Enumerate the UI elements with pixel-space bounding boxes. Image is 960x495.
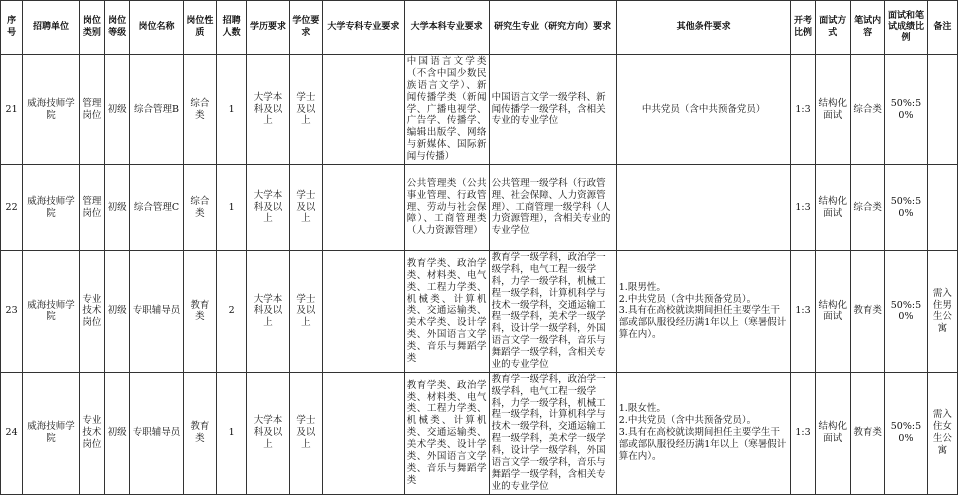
cell-post-category: 专业技术岗位 — [79, 372, 104, 494]
header-remarks: 备注 — [927, 1, 957, 55]
cell-junior-college-major — [323, 251, 405, 373]
header-junior-college-major: 大学专科专业要求 — [323, 1, 405, 55]
cell-headcount: 2 — [217, 251, 247, 373]
header-post-category: 岗位类别 — [79, 1, 104, 55]
cell-post-level: 初级 — [104, 165, 129, 251]
cell-post-level: 初级 — [104, 372, 129, 494]
header-other-conditions: 其他条件要求 — [616, 1, 791, 55]
cell-degree: 学士及以上 — [289, 251, 322, 373]
cell-education: 大学本科及以上 — [247, 251, 289, 373]
header-interview-method: 面试方式 — [815, 1, 850, 55]
cell-post-category: 专业技术岗位 — [79, 251, 104, 373]
cell-post-name: 专职辅导员 — [130, 251, 184, 373]
cell-exam-ratio: 1:3 — [791, 55, 815, 165]
cell-seq: 24 — [1, 372, 23, 494]
cell-degree: 学士及以上 — [289, 55, 322, 165]
cell-written-content: 教育类 — [850, 372, 884, 494]
cell-interview-method: 结构化面试 — [815, 251, 850, 373]
header-education: 学历要求 — [247, 1, 289, 55]
cell-post-nature: 综合类 — [183, 165, 216, 251]
cell-score-weight: 50%:50% — [885, 372, 927, 494]
cell-degree: 学士及以上 — [289, 165, 322, 251]
cell-unit: 威海技师学院 — [23, 55, 80, 165]
cell-post-name: 综合管理B — [130, 55, 184, 165]
cell-interview-method: 结构化面试 — [815, 165, 850, 251]
cell-interview-method: 结构化面试 — [815, 55, 850, 165]
cell-other-conditions: 中共党员（含中共预备党员） — [616, 55, 791, 165]
header-headcount: 招聘人数 — [217, 1, 247, 55]
header-post-name: 岗位名称 — [130, 1, 184, 55]
header-graduate-major: 研究生专业（研究方向）要求 — [489, 1, 616, 55]
cell-interview-method: 结构化面试 — [815, 372, 850, 494]
cell-exam-ratio: 1:3 — [791, 251, 815, 373]
cell-headcount: 1 — [217, 165, 247, 251]
cell-seq: 21 — [1, 55, 23, 165]
cell-remarks: 需入住男生公寓 — [927, 251, 957, 373]
cell-degree: 学士及以上 — [289, 372, 322, 494]
cell-written-content: 综合类 — [850, 165, 884, 251]
cell-unit: 威海技师学院 — [23, 165, 80, 251]
cell-written-content: 教育类 — [850, 251, 884, 373]
cell-post-name: 综合管理C — [130, 165, 184, 251]
cell-post-nature: 教育类 — [183, 251, 216, 373]
cell-seq: 22 — [1, 165, 23, 251]
table-row — [1, 251, 958, 373]
cell-undergrad-major: 中国语言文学类（不含中国少数民族语言文学）、新闻传播学类（新闻学、广播电视学、广告学、传播学、编辑出版学、网络与新媒体、国际新闻与传播） — [404, 55, 489, 165]
cell-score-weight: 50%:50% — [885, 55, 927, 165]
cell-junior-college-major — [323, 372, 405, 494]
cell-undergrad-major: 教育学类、政治学类、材料类、电气类、工程力学类、机械类、计算机类、交通运输类、美术学类、设计学类、外国语言文学类、音乐与舞蹈学类 — [404, 372, 489, 494]
cell-exam-ratio: 1:3 — [791, 165, 815, 251]
table-row — [1, 372, 958, 494]
cell-post-nature: 综合类 — [183, 55, 216, 165]
header-post-level: 岗位等级 — [104, 1, 129, 55]
cell-headcount: 1 — [217, 372, 247, 494]
header-row — [1, 1, 958, 55]
header-post-nature: 岗位性质 — [183, 1, 216, 55]
cell-education: 大学本科及以上 — [247, 55, 289, 165]
cell-other-conditions: 1.限男性。 2.中共党员（含中共预备党员）。 3.具有在高校就读期间担任主要学生干部或部队服役经历满1年以上（寒暑假计算在内）。 — [616, 251, 791, 373]
cell-remarks — [927, 165, 957, 251]
header-unit: 招聘单位 — [23, 1, 80, 55]
header-seq: 序号 — [1, 1, 23, 55]
cell-score-weight: 50%:50% — [885, 251, 927, 373]
cell-education: 大学本科及以上 — [247, 372, 289, 494]
cell-remarks: 需入住女生公寓 — [927, 372, 957, 494]
cell-junior-college-major — [323, 55, 405, 165]
cell-other-conditions — [616, 165, 791, 251]
cell-exam-ratio: 1:3 — [791, 372, 815, 494]
header-score-weight: 面试和笔试成绩比例 — [885, 1, 927, 55]
cell-post-nature: 教育类 — [183, 372, 216, 494]
cell-seq: 23 — [1, 251, 23, 373]
cell-remarks — [927, 55, 957, 165]
cell-undergrad-major: 公共管理类（公共事业管理、行政管理、劳动与社会保障）、工商管理类（人力资源管理） — [404, 165, 489, 251]
cell-unit: 威海技师学院 — [23, 372, 80, 494]
cell-post-level: 初级 — [104, 55, 129, 165]
cell-other-conditions: 1.限女性。 2.中共党员（含中共预备党员）。 3.具有在高校就读期间担任主要学生干部或部队服役经历满1年以上（寒暑假计算在内）。 — [616, 372, 791, 494]
cell-post-level: 初级 — [104, 251, 129, 373]
cell-post-category: 管理岗位 — [79, 55, 104, 165]
header-written-content: 笔试内容 — [850, 1, 884, 55]
header-degree: 学位要求 — [289, 1, 322, 55]
cell-score-weight: 50%:50% — [885, 165, 927, 251]
cell-unit: 威海技师学院 — [23, 251, 80, 373]
cell-graduate-major: 中国语言文学一级学科、新闻传播学一级学科，含相关专业的专业学位 — [489, 55, 616, 165]
header-undergrad-major: 大学本科专业要求 — [404, 1, 489, 55]
cell-graduate-major: 教育学一级学科，政治学一级学科，电气工程一级学科，力学一级学科，机械工程一级学科，计算机科学与技术一级学科，交通运输工程一级学科，美术学一级学科，设计学一级学科，外国语言文学一级学科，音乐与舞蹈学一级学科，含相关专业的专业学位 — [489, 251, 616, 373]
cell-headcount: 1 — [217, 55, 247, 165]
cell-written-content: 综合类 — [850, 55, 884, 165]
cell-graduate-major: 公共管理一级学科（行政管理、社会保障、人力资源管理）、工商管理一级学科（人力资源管理），含相关专业的专业学位 — [489, 165, 616, 251]
table-row — [1, 55, 958, 165]
cell-post-name: 专职辅导员 — [130, 372, 184, 494]
cell-education: 大学本科及以上 — [247, 165, 289, 251]
cell-junior-college-major — [323, 165, 405, 251]
cell-graduate-major: 教育学一级学科，政治学一级学科，电气工程一级学科，力学一级学科，机械工程一级学科，计算机科学与技术一级学科，交通运输工程一级学科，美术学一级学科，设计学一级学科，外国语言文学一级学科，音乐与舞蹈学一级学科，含相关专业的专业学位 — [489, 372, 616, 494]
cell-undergrad-major: 教育学类、政治学类、材料类、电气类、工程力学类、机械类、计算机类、交通运输类、美术学类、设计学类、外国语言文学类、音乐与舞蹈学类 — [404, 251, 489, 373]
table-row — [1, 165, 958, 251]
cell-post-category: 管理岗位 — [79, 165, 104, 251]
header-exam-ratio: 开考比例 — [791, 1, 815, 55]
